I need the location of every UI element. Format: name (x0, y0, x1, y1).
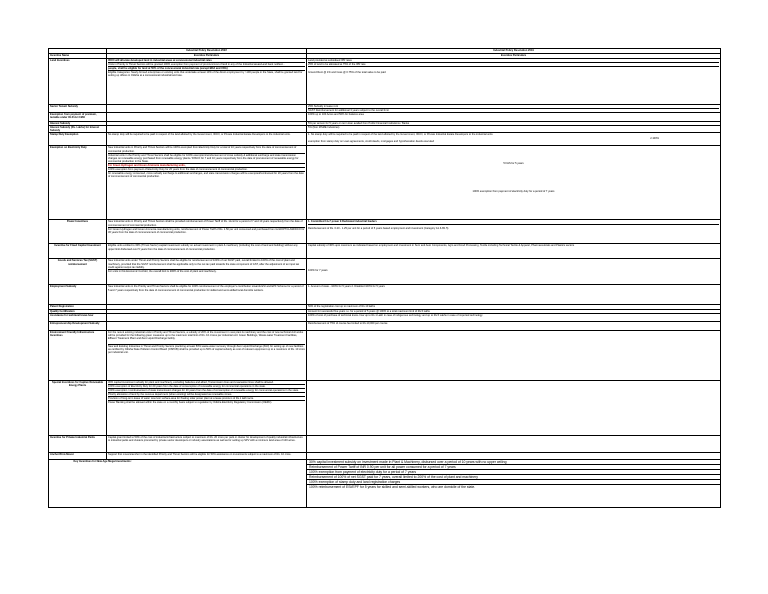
comparison-table (48, 48, 721, 508)
table-row: Incentive for Private Industrial Parks Capital grant limited to 50% of the cost of industrial infrastructure subject to maximum of Rs. 20 crore per park or cluster for development of quality industrial infrastructure to industrial parks and clusters promoted by private sector developers or industry associations as well as for setting up SPV with a minimum land area of 100 acres. (49, 435, 721, 452)
policy-comparison-sheet (48, 48, 720, 508)
policy-2022-heading: Industrial Policy Resolution 2022 (107, 49, 307, 54)
table-row: Goods and Services Tax (SGST) reimbursement New industrial units under Thrust and Priority Sectors shall be eligible for reimbursement of 100% of net SGST paid, overall limited to 100% of the cost of plant and machinery, provided that the SGST reimbursement shall be applicable only to the net tax paid towards the state component of GST, after the adjustment of an input tax credit against output tax liability. For units in this Economic Corridor, the overall limit is 200% of the cost of plant and machinery. 100% for 7 years (49, 259, 721, 285)
col-particulars-2022: Incentive Particulars (107, 54, 307, 59)
table-row: Assistance for technical know-how 100% of cost of purchase of technical know- how up to Rs.1 Lakh in case of indigenous technology and up to Rs.5 Lakhs in case of imported technology (49, 313, 721, 321)
table-row: Incentive for Fixed Capital Investment Eligible units entitled to 30% (Thrust Sector) capital investment subsidy on actual investment in plant & machinery (including the cost of land and building) without any upper limit disbursed over 5 years from the date of commencement of commercial production. Capital subsidy of 30% upto maximum as indicated based on employment and investment in Sunr and Auto Components, Agro and Food Processing, Textile including Technical Textile & Apparel, Pharmaceuticals and Plastics sectors (49, 244, 721, 259)
mega-item: 30% capital investment subsidy on investment made in Plant & Machinery, disbursed over a period of 10 years with no upper ceiling (309, 459, 507, 464)
table-row: Power Incentives New industrial units in Priority and Thrust Sectors shall be provided reimbursement of Power Tariff of Rs. 1/unit for a period of 7 and 10 years respectively from the date of commencement of commercial production. For Green Hydrogen and Green Ammonia manufacturing units, reimbursement of Power Tariff of Rs. 1.50 per unit consumed and purchased from Grid/OPTCL/GRIDCO for 30 years from the date of commencement of commercial production. 1. Committed 11+7 power 2.Dedicated industrial feeders Reimbursement of Rs. 0.20 - 1.25 per unit for a period of 5 years based employment and investment (Category A1 & B1 5) (49, 220, 721, 244)
table-row: Interest Subsidy 5% per annum for 5 years on term loan availed from Public Financial Institutions / Banks (49, 122, 721, 126)
mega-item: 100% exemption of stamp duty and land registration charges (307, 479, 720, 484)
col-particulars-2019: Incentive Particulars (307, 54, 721, 59)
row-name: Land Incentives (49, 59, 107, 105)
table-row: Sector Tenant Subsidy 25% Subsidy in lease rent SGST Reimbursement for additional 3 years subject to the overall limit (49, 105, 721, 113)
table-row: Interest Subsidy (Rs. Lakhs) for Interest Subsidy 5% (Non MSME Industries) (49, 126, 721, 133)
mega-item: 100% reimbursement of ESI/EPF for 5 years for skilled and semi-skilled workers, who are domicile of the state. (307, 484, 720, 489)
table-row: Land Incentives IDCO will allocate developed land in industrial areas at concessional industrial rates Units in Priority & Thrust Sectors will be granted 100% exemption from payment of premium/cost of land in any of the Industrial areas/Land bank notified... people, shall be eligible for land at 50% of the concessional industrial rate (except BDA and CDA) Eligible Categories: Newly-formed enterprises or existing units that undertake at least 10% of the direct employment by >100 people in the State, shall be granted land for setting up offices in Odisha at a concessional industrial land rate. Land provided at subsidised IPR rates 25% of land to be allocated at 75% of the IPR rate Ground Rent @ 1% and Cess @ 0.75% of the total value to be paid (49, 59, 721, 105)
table-row: Exemption on Electricity Duty New industrial units in Priority and Thrust Sectors will be 100% exempted from Electricity Duty for a total of 10 years respectively from the date of commencement of commercial production. Industrial units in the Priority and Thrust Sectors shall be eligible for 100% exemption/reimbursement of cross subsidy & additional surcharge and state transmission charges on renewable energy purchased from renewable energy plants / DISCO for 7 and 10 years respectively from the date of procurement of renewable energy for commercial production in the State. For Green Hydrogen and Green Ammonia manufacturing units, 100% exemption from payment of Electricity Duty for 20 years from the date of commencement of commercial production. for renewable energy consumed, cross subsidy surcharge & additional surcharges, and state transmission charges will be exempted/reimbursed for 20 years from the date of commencement of commercial production. 5 FHS for 5 years 100% exemption from payment of electricity duty for a period of 7 years (49, 146, 721, 220)
table-row-mega: Key Incentives for New Age Mega Investments: 30% capital investment subsidy on investment made in Plant & Machinery, disbursed over a period of 10 years with no upper ceiling Reimbursement of Power Tariff of INR 0.90 per unit for all power consumed for a period of 7 years 100% exemption from payment of electricity duty for a period of 7 years Reimbursement of 100% of net SGST paid for 7 years, overall limited to 200% of the cost of plant and machinery 100% exemption of stamp duty and land registration charges 100% reimbursement of ESI/EPF for 5 years for skilled and semi-skilled workers, who are domicile of the state. (49, 459, 721, 507)
policy-2019-heading: Industrial Policy Resolution 2019 (307, 49, 721, 54)
table-row: Stamp Duty Exemption No stamp duty will be required to be paid in respect of the land allotted by the Government, IDCO, or Private Industrial Estate Developers to the industrial units. 1. No stamp duty will be required to be paid in respect of the land allotted by the Government, IDCO, or Private Industrial Estate Developers to the industrial units 2.100% exemption from stamp duty on Loan agreements, credit deeds, mortgages and hypothecation deeds executed (49, 133, 721, 146)
table-row: Special Incentives for Captive Renewable Energy Plants 30% capital investment subsidy for plant and machinery, excluding batteries and allied, Transmission lines and evacuation lines shall be allowed. 100% exemption of Electricity Duty for 20 years from the date of consumption of renewable energy for commercial operations in the state. 100% exemption / reimbursement of state transmission charges for 20 years from the date of consumption of renewable energy for commercial operations in the state. Priority allocation of land by the revenue department (when existing) will be designated as renewable zones. Provision of long-term lease of water reservoir surface-area for floating solar power plant at a lease premium of Rs.1 lakh /acre. Power Banking shall be allowed within the state on a monthly basis subject to regulation by Odisha Electricity Regulatory Commission (OERC). (49, 380, 721, 435)
mega-item: Reimbursement of 100% of net SGST paid for 7 years, overall limited to 200% of the cost of plant and machinery (307, 474, 720, 479)
table-row: Quality Certification Amount for successful five years i.e. for a period of 5 years @ 100% to a total maximum limit of Rs.5 lakhs (49, 309, 721, 313)
table-row: Exemption from payment of premium, leviable under OLR Act 1960 100% up to 100 Acres and 50% for balance area (49, 113, 721, 122)
table-row: Environment Friendly Infrastructure Incentives For the new & existing industrial units in Priority and Thrust Sectors, a subsidy of 20% of the investment in new plant & machinery and the cost of new technical civil works will be provided for the following green measures up to the maximum total limit of Rs. 10 crores per industrial unit: Green Buildings, Waste-water Treatment Facilities, Effluent Treatment Plant and Zero Liquid Discharge facility. New and Existing Industries in Thrust and Priority Sectors practicing at least 50% waste-water recovery through Zero Liquid Discharge (ZLD) for setting up of new facilities as certified by Odisha State Pollution Control Board (OSPCB) shall be provided up to 50% of capital subsidy as cost of relevant equipment up to a maximum of Rs. 10 crore per industrial unit. (49, 330, 721, 380)
table-row: Patent Registration 50% of the registration cost up to maximum of Rs.10 lakhs (49, 305, 721, 309)
mega-item: 100% exemption from payment of electricity duty for a period of 7 years (307, 469, 720, 474)
table-row: Anchor/First-Mover Support first movers/anchor in the identified Priority and Thrust Sectors will be eligible for 50% assistance on investments subject to a maximum of Rs. 10 crore. (49, 452, 721, 459)
table-row: Employment Subsidy New industrial units in the Priority and Thrust Sectors shall be eligible for 100% reimbursement of the employer's contribution towards ESI and EPF Scheme for a period of 5 and 7 years respectively from the date of commencement of commercial production for skilled and semi-skilled local domicile workers. 1. Amount of state - 100% for 5 years 2. Disabled 100% for 5 years (49, 285, 721, 305)
table-row: Entrepreneurship Development Subsidy Reimbursement of 75% of course fee limited to Rs.10,000 per course (49, 321, 721, 330)
col-incentive-name: Incentive Name (49, 54, 107, 59)
mega-item: Reimbursement of Power Tariff of INR 0.90 per unit for all power consumed for a period of 7 years (307, 464, 720, 469)
